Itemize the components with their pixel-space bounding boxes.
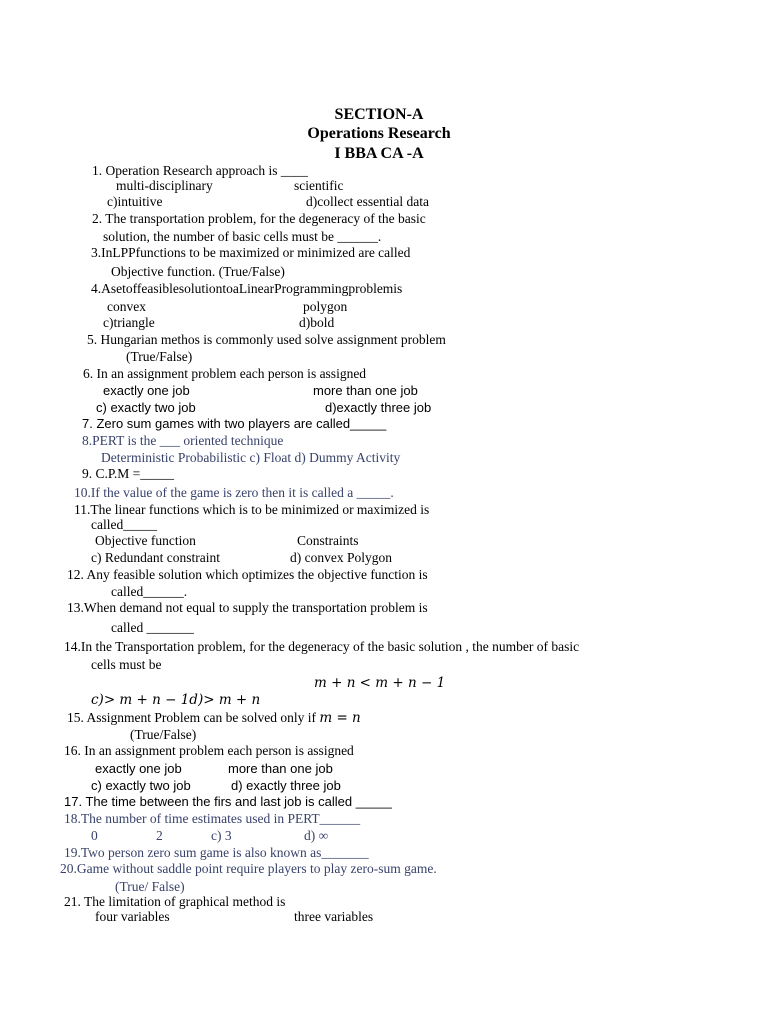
q18-option-c: c) 3 [211, 828, 232, 843]
q4-option-c: c)triangle [103, 315, 155, 330]
question-3: 3.InLPPfunctions to be maximized or minimized are called [91, 245, 411, 260]
q8-options: Deterministic Probabilistic c) Float d) Dummy Activity [101, 450, 401, 465]
q18-option-d: d) ∞ [304, 828, 329, 843]
question-13-continuation: called _______ [111, 620, 194, 635]
question-20: 20.Game without saddle point require players to play zero-sum game. [60, 861, 437, 876]
q16-option-d: d) exactly three job [231, 778, 341, 793]
question-14: 14.In the Transportation problem, for the degeneracy of the basic solution , the number of basic [64, 639, 580, 654]
q18-option-a: 0 [91, 828, 98, 843]
question-2-continuation: solution, the number of basic cells must be ______. [103, 229, 382, 244]
question-7: 7. Zero sum games with two players are called_____ [82, 416, 387, 431]
q11-option-d: d) convex Polygon [290, 550, 392, 565]
q4-option-d: d)bold [299, 315, 335, 330]
q6-option-a: exactly one job [103, 383, 190, 398]
question-14-continuation: cells must be [91, 657, 162, 672]
q18-option-b: 2 [156, 828, 163, 843]
q4-option-b: polygon [303, 299, 348, 314]
question-15-continuation: (True/False) [130, 727, 197, 742]
class-heading: I BBA CA -A [334, 145, 424, 162]
q21-option-a: four variables [95, 909, 170, 924]
q6-option-d: d)exactly three job [325, 400, 432, 415]
q6-option-b: more than one job [313, 383, 418, 398]
question-1: 1. Operation Research approach is ____ [92, 163, 308, 178]
question-3-continuation: Objective function. (True/False) [111, 264, 285, 279]
q16-option-a: exactly one job [95, 761, 182, 776]
q16-option-b: more than one job [228, 761, 333, 776]
question-11-continuation: called_____ [91, 517, 157, 532]
q1-option-c: c)intuitive [107, 194, 163, 209]
question-15-math: m = n [319, 710, 361, 726]
question-16: 16. In an assignment problem each person is assigned [64, 743, 354, 758]
question-15 [67, 711, 361, 726]
q14-options-cd: c)> m + n − 1d)> m + n [91, 692, 261, 708]
q4-option-a: convex [107, 299, 146, 314]
question-11: 11.The linear functions which is to be minimized or maximized is [74, 502, 430, 517]
q1-option-b: scientific [294, 178, 344, 193]
q1-option-a: multi-disciplinary [116, 178, 213, 193]
question-17: 17. The time between the firs and last job is called _____ [64, 794, 392, 809]
question-9: 9. C.P.M =_____ [82, 466, 175, 481]
q16-option-c: c) exactly two job [91, 778, 191, 793]
question-8: 8.PERT is the ___ oriented technique [82, 433, 284, 448]
subject-heading: Operations Research [307, 125, 451, 142]
question-6: 6. In an assignment problem each person is assigned [83, 366, 367, 381]
q11-option-c: c) Redundant constraint [91, 550, 220, 565]
question-12-continuation: called______. [111, 584, 188, 599]
q1-option-d: d)collect essential data [306, 194, 429, 209]
q14-options-ab: m + n < m + n − 1 [314, 675, 446, 691]
question-15-text: 15. Assignment Problem can be solved only if [67, 710, 316, 725]
question-4: 4.AsetoffeasiblesolutiontoaLinearProgrammingproblemis [91, 281, 403, 296]
question-13: 13.When demand not equal to supply the transportation problem is [67, 600, 428, 615]
q11-option-a: Objective function [95, 533, 196, 548]
q11-option-b: Constraints [297, 533, 359, 548]
question-12: 12. Any feasible solution which optimizes the objective function is [67, 567, 428, 582]
question-19: 19.Two person zero sum game is also known as_______ [64, 845, 369, 860]
q21-option-b: three variables [294, 909, 374, 924]
question-21: 21. The limitation of graphical method is [64, 894, 286, 909]
question-5: 5. Hungarian methos is commonly used solve assignment problem [87, 332, 446, 347]
question-18: 18.The number of time estimates used in PERT______ [64, 811, 361, 826]
question-2: 2. The transportation problem, for the degeneracy of the basic [92, 211, 426, 226]
q6-option-c: c) exactly two job [96, 400, 196, 415]
section-heading: SECTION-A [334, 106, 424, 123]
question-20-continuation: (True/ False) [115, 879, 185, 894]
question-10: 10.If the value of the game is zero then it is called a _____. [74, 485, 394, 500]
question-5-continuation: (True/False) [126, 349, 193, 364]
